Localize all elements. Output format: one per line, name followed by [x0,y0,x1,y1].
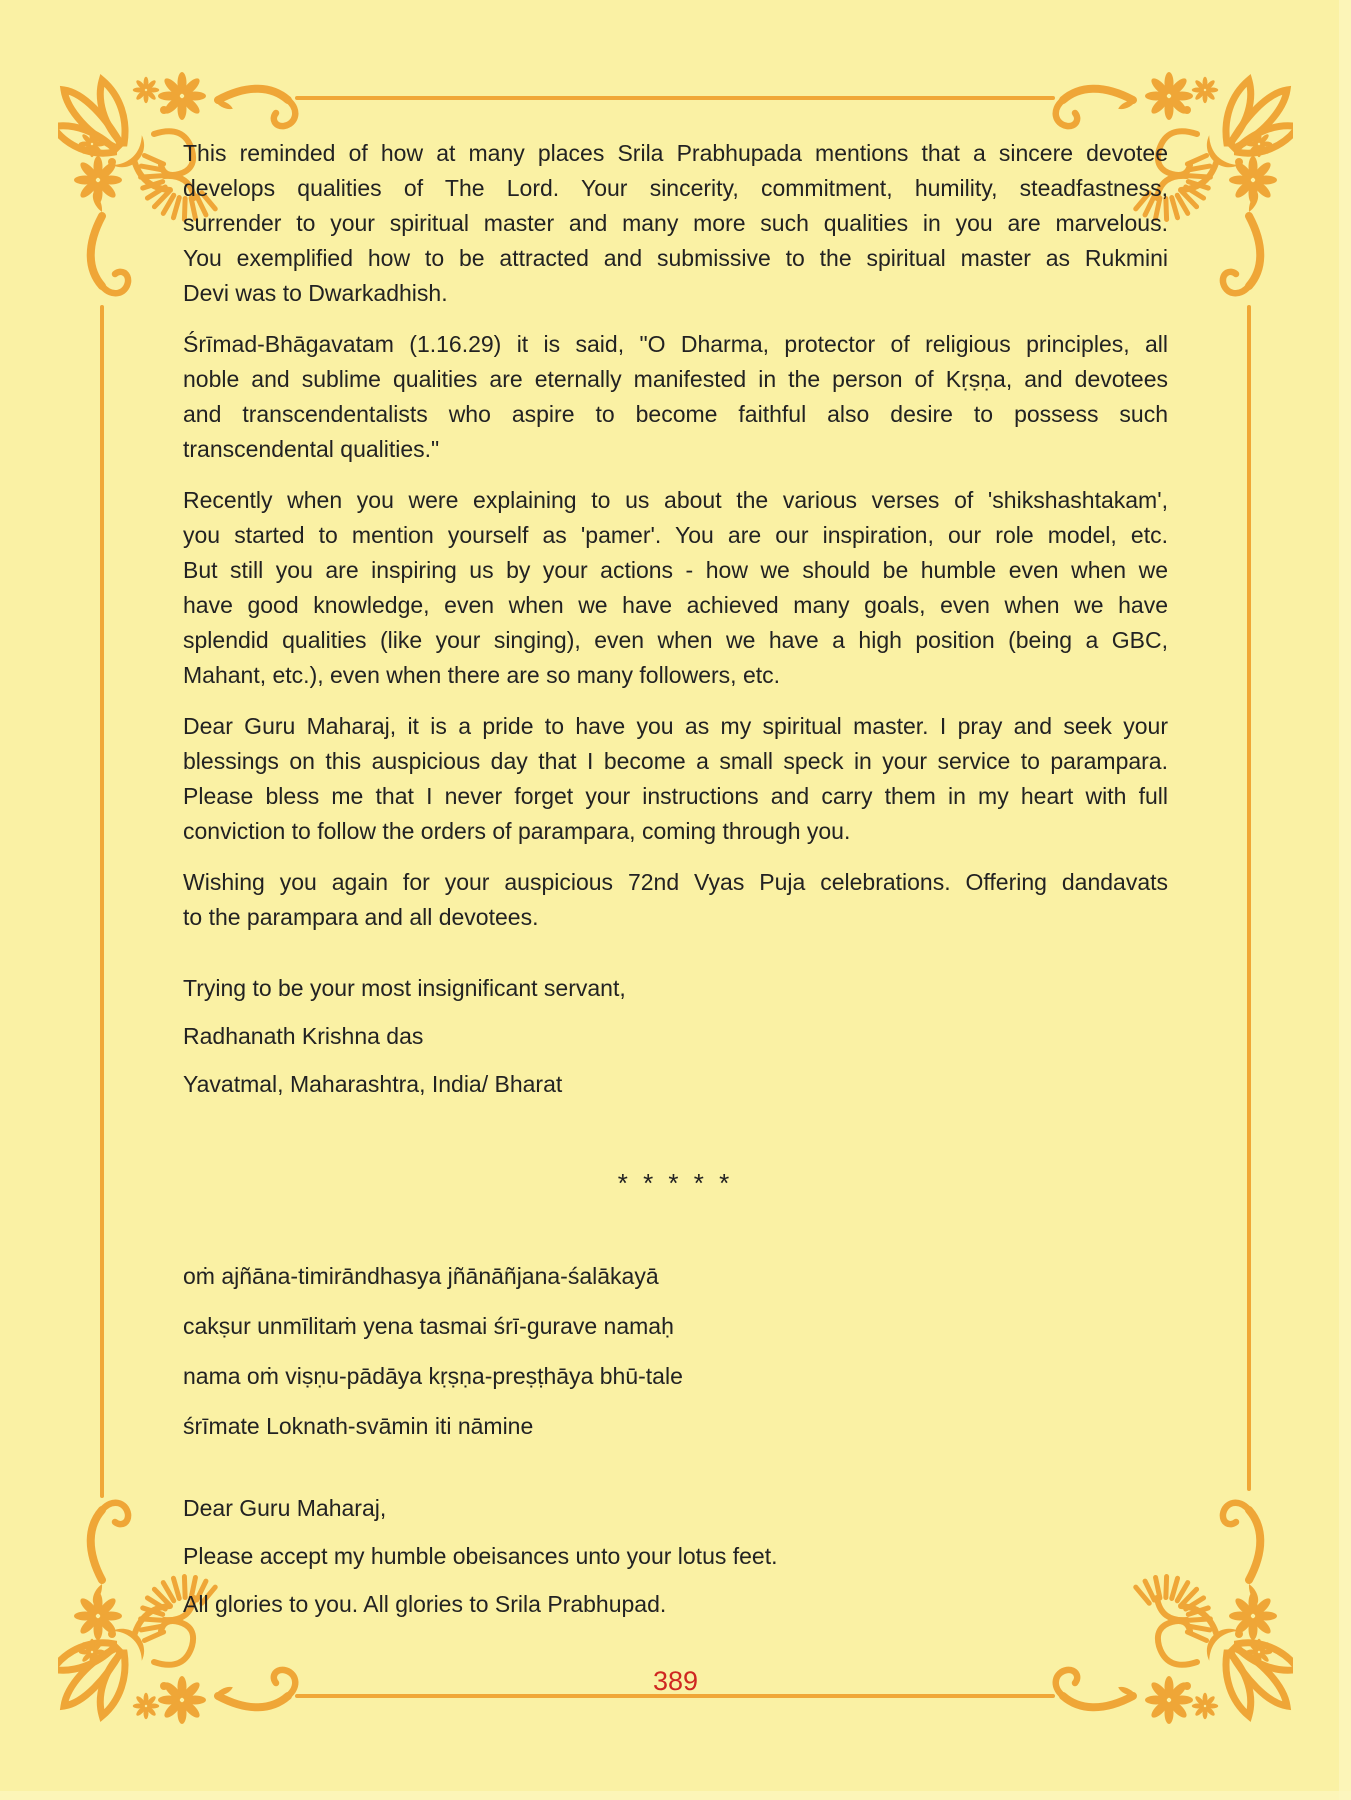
letter-line: But still you are inspiring us by your actions - how we should be humble even when we [183,557,1168,583]
letter-line: conviction to follow the orders of parampara, coming through you. [183,818,851,844]
frame-line-right [1247,305,1251,1491]
signature-location: Yavatmal, Maharashtra, India/ Bharat [183,1071,563,1097]
letter-line: Wishing you again for your auspicious 72nd Vyas Puja celebrations. Offering dandavats [183,869,1168,895]
salutation-line: Please accept my humble obeisances unto your lotus feet. [183,1543,778,1569]
page-edge-right [1339,0,1351,1800]
letter-paragraph [183,327,1168,467]
sanskrit-verse [183,1259,1168,1444]
closing-line: Trying to be your most insignificant servant, [183,975,626,1001]
verse-line: śrīmate Loknath-svāmin iti nāmine [183,1413,534,1439]
letter-line: Please bless me that I never forget your instructions and carry them in my heart with full [183,783,1168,809]
verse-line: cakṣur unmīlitaṁ yena tasmai śrī-gurave namaḥ [183,1313,674,1339]
page-number: 389 [652,1666,699,1696]
salutation-line: All glories to you. All glories to Srila Prabhupad. [183,1591,667,1617]
frame-line-left [100,305,104,1498]
letter-line: splendid qualities (like your singing), even when we have a high position (being a GBC, [183,627,1168,653]
letter-line: This reminded of how at many places Srila Prabhupada mentions that a sincere devotee [183,140,1168,166]
verse-line: nama oṁ viṣṇu-pādāya kṛṣṇa-preṣṭhāya bhū-tale [183,1363,683,1389]
signature-name: Radhanath Krishna das [183,1023,424,1049]
letter-paragraph [183,709,1168,849]
letter-line: develops qualities of The Lord. Your sincerity, commitment, humility, steadfastness, [183,175,1168,201]
letter-line: Mahant, etc.), even when there are so many followers, etc. [183,662,781,688]
letter-paragraph [183,136,1168,311]
letter-line: to the parampara and all devotees. [183,904,539,930]
letter-line: transcendental qualities." [183,436,440,462]
letter-line: blessings on this auspicious day that I become a small speck in your service to parampara. [183,748,1168,774]
letter-line: surrender to your spiritual master and many more such qualities in you are marvelous. [183,210,1168,236]
verse-line: oṁ ajñāna-timirāndhasya jñānāñjana-śalākayā [183,1263,659,1289]
closing-block [183,971,1168,1102]
letter-body [183,0,1168,1635]
letter-line: Devi was to Dwarkadhish. [183,280,448,306]
letter-line: noble and sublime qualities are eternally manifested in the person of Kṛṣṇa, and devotees [183,366,1168,392]
letter-line: Dear Guru Maharaj, it is a pride to have you as my spiritual master. I pray and seek your [183,713,1168,739]
letter-line: and transcendentalists who aspire to become faithful also desire to possess such [183,401,1168,427]
letter-line: you started to mention yourself as 'pamer'. You are our inspiration, our role model, etc. [183,522,1168,548]
letter-line: have good knowledge, even when we have achieved many goals, even when we have [183,592,1168,618]
letter-line: You exemplified how to be attracted and submissive to the spiritual master as Rukmini [183,245,1168,271]
letter-paragraph [183,865,1168,935]
page-edge-bottom [0,1791,1351,1800]
section-separator-stars: * * * * * [617,1168,734,1198]
letter-paragraph [183,483,1168,693]
letter-line: Śrīmad-Bhāgavatam (1.16.29) it is said, "O Dharma, protector of religious principles, all [183,331,1168,357]
salutation-line: Dear Guru Maharaj, [183,1495,387,1521]
letter-line: Recently when you were explaining to us about the various verses of 'shikshashtakam', [183,487,1168,513]
salutation-block [183,1491,1168,1622]
